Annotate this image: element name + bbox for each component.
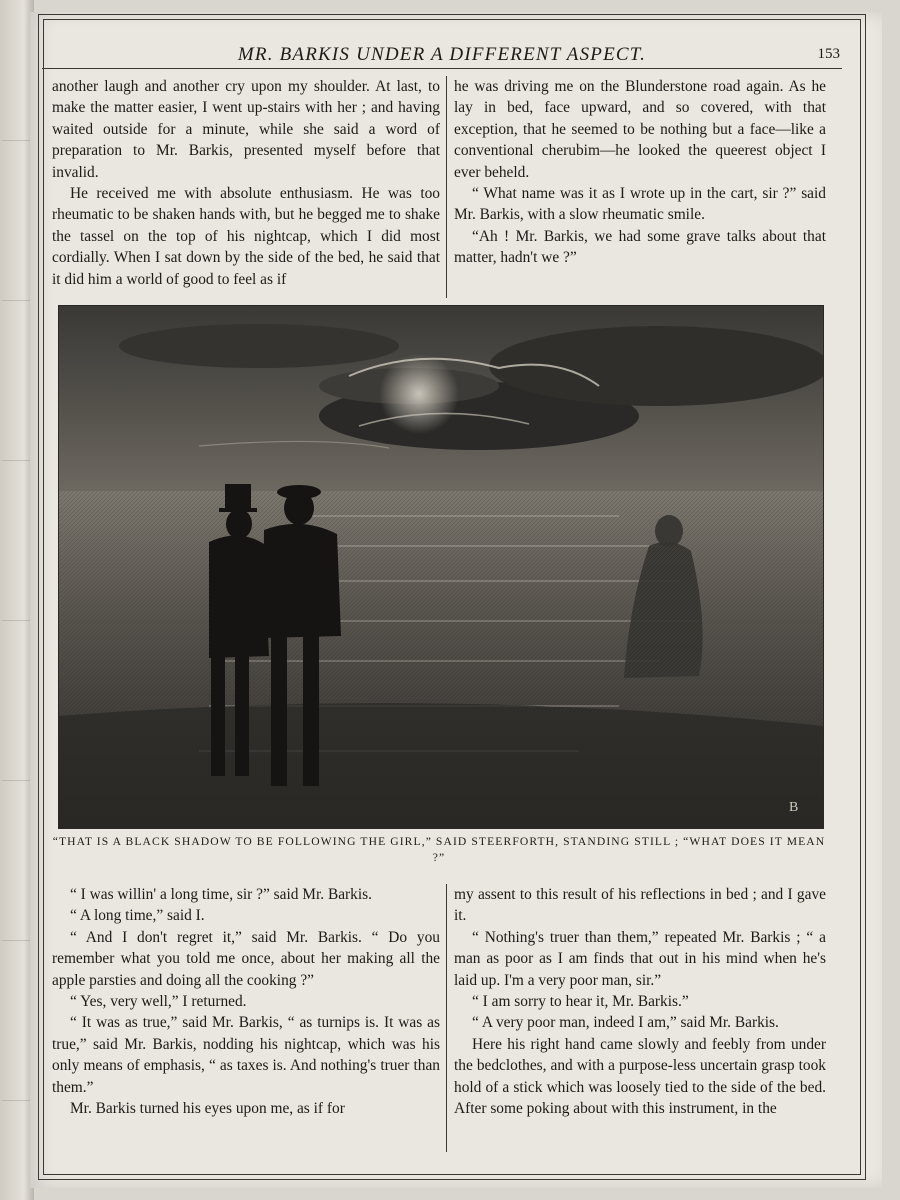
column-rule-bottom [446,884,447,1152]
book-page [30,12,882,1188]
paragraph: “ What name was it as I wrote up in the cart, sir ?” said Mr. Barkis, with a slow rheumatic smile. [454,185,826,224]
beach [59,703,823,828]
paragraph: “Ah ! Mr. Barkis, we had some grave talks about that matter, hadn't we ?” [454,227,826,267]
running-head-title: MR. BARKIS UNDER A DIFFERENT ASPECT. [237,44,647,65]
engraver-monogram: B [789,800,799,815]
paragraph: “ Nothing's truer than them,” repeated Mr. Barkis ; “ a man as poor as I am finds that out in his mind when he's laid up. I'm a very poor man, sir.” [454,928,826,989]
paragraph: another laugh and another cry upon my shoulder. At last, to make the matter easier, I went up-stairs with her ; and having waited outside for a minute, while she said a word of preparation to Mr. Barkis, presented myself before that invalid. [52,78,440,181]
engraving-illustration [58,305,824,829]
paragraph: Here his right hand came slowly and feebly from under the bedclothes, and with a purpose-less uncertain grasp took hold of a stick which was loosely tied to the side of the bed. After some poking about with this instrument, in the [454,1035,826,1118]
running-head [42,42,842,69]
bottom-right-column [454,884,826,1119]
paragraph: my assent to this result of his reflections in bed ; and I gave it. [454,886,826,925]
bottom-left-column [52,884,440,1119]
page-number: 153 [817,46,840,62]
top-left-column [52,76,440,290]
paragraph: Mr. Barkis turned his eyes upon me, as if for [70,1100,345,1118]
paragraph: “ It was as true,” said Mr. Barkis, “ as turnips is. It was as true,” said Mr. Barkis, nodding his nightcap, which was his only means of emphasis, “ as taxes is. And nothing's truer than them.” [52,1014,440,1096]
column-rule-top [446,76,447,298]
illustration-caption: “THAT IS A BLACK SHADOW TO BE FOLLOWING THE GIRL,” SAID STEERFORTH, STANDING STILL ; “WHAT DOES IT MEAN ?” [52,835,826,864]
facing-page-edge [0,0,34,1200]
paragraph: “ I am sorry to hear it, Mr. Barkis.” [472,993,689,1011]
paragraph: “ A long time,” said I. [70,907,205,925]
paragraph: he was driving me on the Blunderstone road again. As he lay in bed, face upward, and so covered, with that exception, that he seemed to be nothing but a face—like a conventional cherubim—he looked the queerest object I ever beheld. [454,78,826,181]
paragraph: “ A very poor man, indeed I am,” said Mr. Barkis. [472,1014,779,1032]
paragraph: He received me with absolute enthusiasm. He was too rheumatic to be shaken hands with, but he begged me to shake the tassel on the top of his nightcap, which I did most cordially. When I sat down by the side of the bed, he said that it did him a world of good to feel as if [52,185,440,288]
paragraph: “ And I don't regret it,” said Mr. Barkis. “ Do you remember what you told me once, about her making all the apple parsties and doing all the cooking ?” [52,928,440,989]
moonlit-shore-image [59,306,823,828]
paragraph: “ Yes, very well,” I returned. [70,993,247,1011]
top-right-column [454,76,826,269]
paragraph: “ I was willin' a long time, sir ?” said Mr. Barkis. [70,886,372,903]
